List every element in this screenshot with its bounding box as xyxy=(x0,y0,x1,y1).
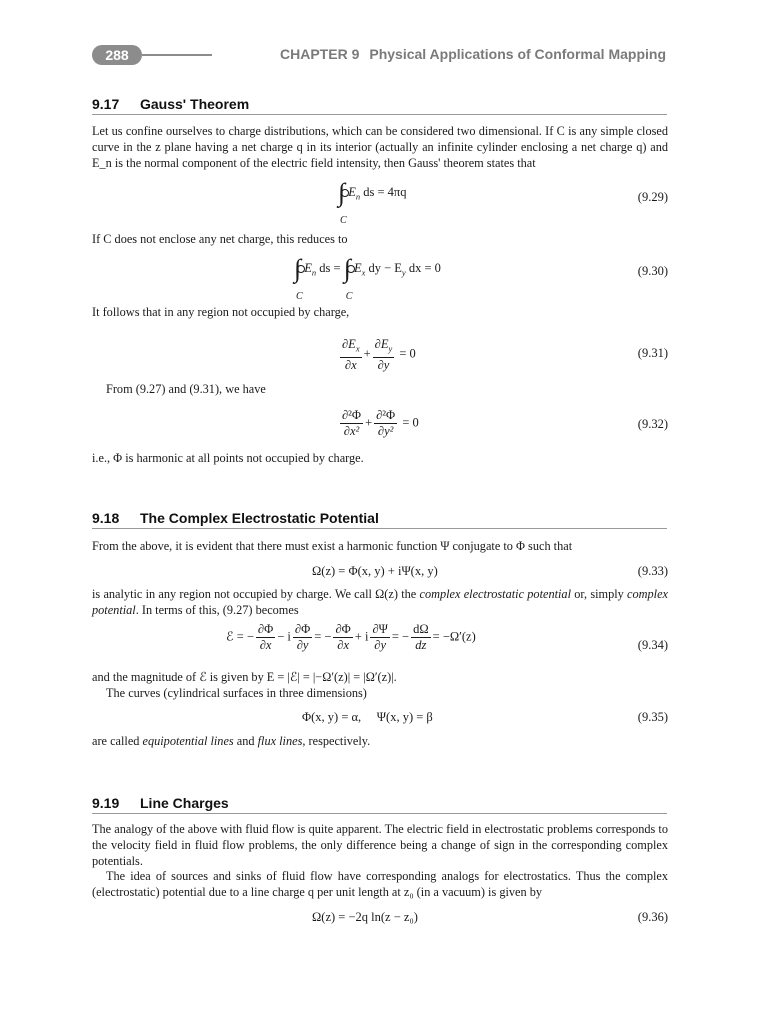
equation-9-29: ∫ C $E_n$ ds = 4πq xyxy=(338,178,407,226)
equation-number: (9.35) xyxy=(637,710,668,724)
section-heading-9-19 xyxy=(92,795,667,814)
chapter-label: CHAPTER 9 xyxy=(280,46,360,62)
paragraph: The analogy of the above with fluid flow is quite apparent. The electric field in electrostatic problems corresponds to the velocity field in fluid flow problems, the only difference being a change of sign in the corresponding complex potentials. xyxy=(92,822,668,868)
section-title: Gauss' Theorem xyxy=(140,96,250,112)
paragraph: If C does not enclose any net charge, this reduces to xyxy=(92,232,348,246)
equation-number: (9.31) xyxy=(637,346,668,360)
equation-9-34: ℰ = − $\frac{\partial\Phi}{\partial x}$ − i $\frac{\partial\Phi}{\partial y}$ = − $\frac{\partial\Phi}{\partial x}$ + i $\frac{\partial\Psi}{\partial y}$ = − $\frac{d\Omega}{dz}$ = −Ω′(z) xyxy=(226,622,476,652)
equation-9-36: Ω(z) = −2q ln(z − z₀) xyxy=(312,910,418,924)
paragraph: is analytic in any region not occupied by charge. We call Ω(z) the complex electrostatic potential or, simply complex potential. In terms of this, (9.27) becomes xyxy=(92,587,669,617)
paragraph: and the magnitude of ℰ is given by E = |ℰ| = |−Ω′(z)| = |Ω′(z)|. xyxy=(92,670,397,684)
chapter-title: Physical Applications of Conformal Mapping xyxy=(369,46,666,62)
equation-9-32: $\frac{\text{∂²Φ}}{\text{∂x²}}$ + $\frac{\text{∂²Φ}}{\text{∂y²}}$ = 0 xyxy=(342,408,419,438)
page-number-badge: 288 xyxy=(92,45,142,65)
paragraph: The curves (cylindrical surfaces in three dimensions) xyxy=(106,686,367,700)
section-number: 9.19 xyxy=(92,795,120,811)
equation-9-33: Ω(z) = Φ(x, y) + iΨ(x, y) xyxy=(312,564,438,578)
paragraph: The idea of sources and sinks of fluid flow have corresponding analogs for electrostatics. Thus the complex (electrostatic) potential due to a line charge q per unit length at z₀ (in a vacuum) is given by xyxy=(92,869,668,899)
section-heading-9-17 xyxy=(92,96,667,115)
contour-integral-sign: ∫ C xyxy=(294,256,301,282)
paragraph: From (9.27) and (9.31), we have xyxy=(106,382,266,396)
paragraph: It follows that in any region not occupied by charge, xyxy=(92,305,350,319)
equation-9-35: Φ(x, y) = α, Ψ(x, y) = β xyxy=(302,710,433,724)
contour-integral-sign: ∫ C xyxy=(344,256,351,282)
equation-9-31: $\frac{\partial E_x}{\partial x}$ + $\frac{\partial E_y}{\partial y}$ = 0 xyxy=(342,337,416,372)
section-heading-9-18 xyxy=(92,510,667,529)
paragraph: are called equipotential lines and flux lines, respectively. xyxy=(92,734,371,748)
header-rule xyxy=(142,54,212,56)
section-number: 9.17 xyxy=(92,96,120,112)
equation-number: (9.32) xyxy=(637,417,668,431)
section-title: The Complex Electrostatic Potential xyxy=(140,510,379,526)
equation-number: (9.33) xyxy=(637,564,668,578)
section-number: 9.18 xyxy=(92,510,120,526)
equation-number: (9.30) xyxy=(637,264,668,278)
paragraph: Let us confine ourselves to charge distributions, which can be considered two dimensional. If C is any simple closed curve in the z plane having a net charge q in its interior (actually an infinite cylinder enclosing a net charge q) and E_n is the normal component of the electric field intensity, then Gauss' theorem states that xyxy=(92,124,668,170)
equation-9-30: ∫ C $E_n$ ds = ∫ C $E_x$ dy − $E_y$ dx = 0 xyxy=(294,254,441,302)
section-title: Line Charges xyxy=(140,795,229,811)
running-header xyxy=(230,46,666,62)
paragraph: i.e., Φ is harmonic at all points not occupied by charge. xyxy=(92,451,364,465)
paragraph: From the above, it is evident that there must exist a harmonic function Ψ conjugate to Φ such that xyxy=(92,539,573,553)
contour-integral-sign: ∫ C xyxy=(338,180,345,206)
equation-number: (9.29) xyxy=(637,190,668,204)
equation-number: (9.36) xyxy=(637,910,668,924)
equation-number: (9.34) xyxy=(637,638,668,652)
